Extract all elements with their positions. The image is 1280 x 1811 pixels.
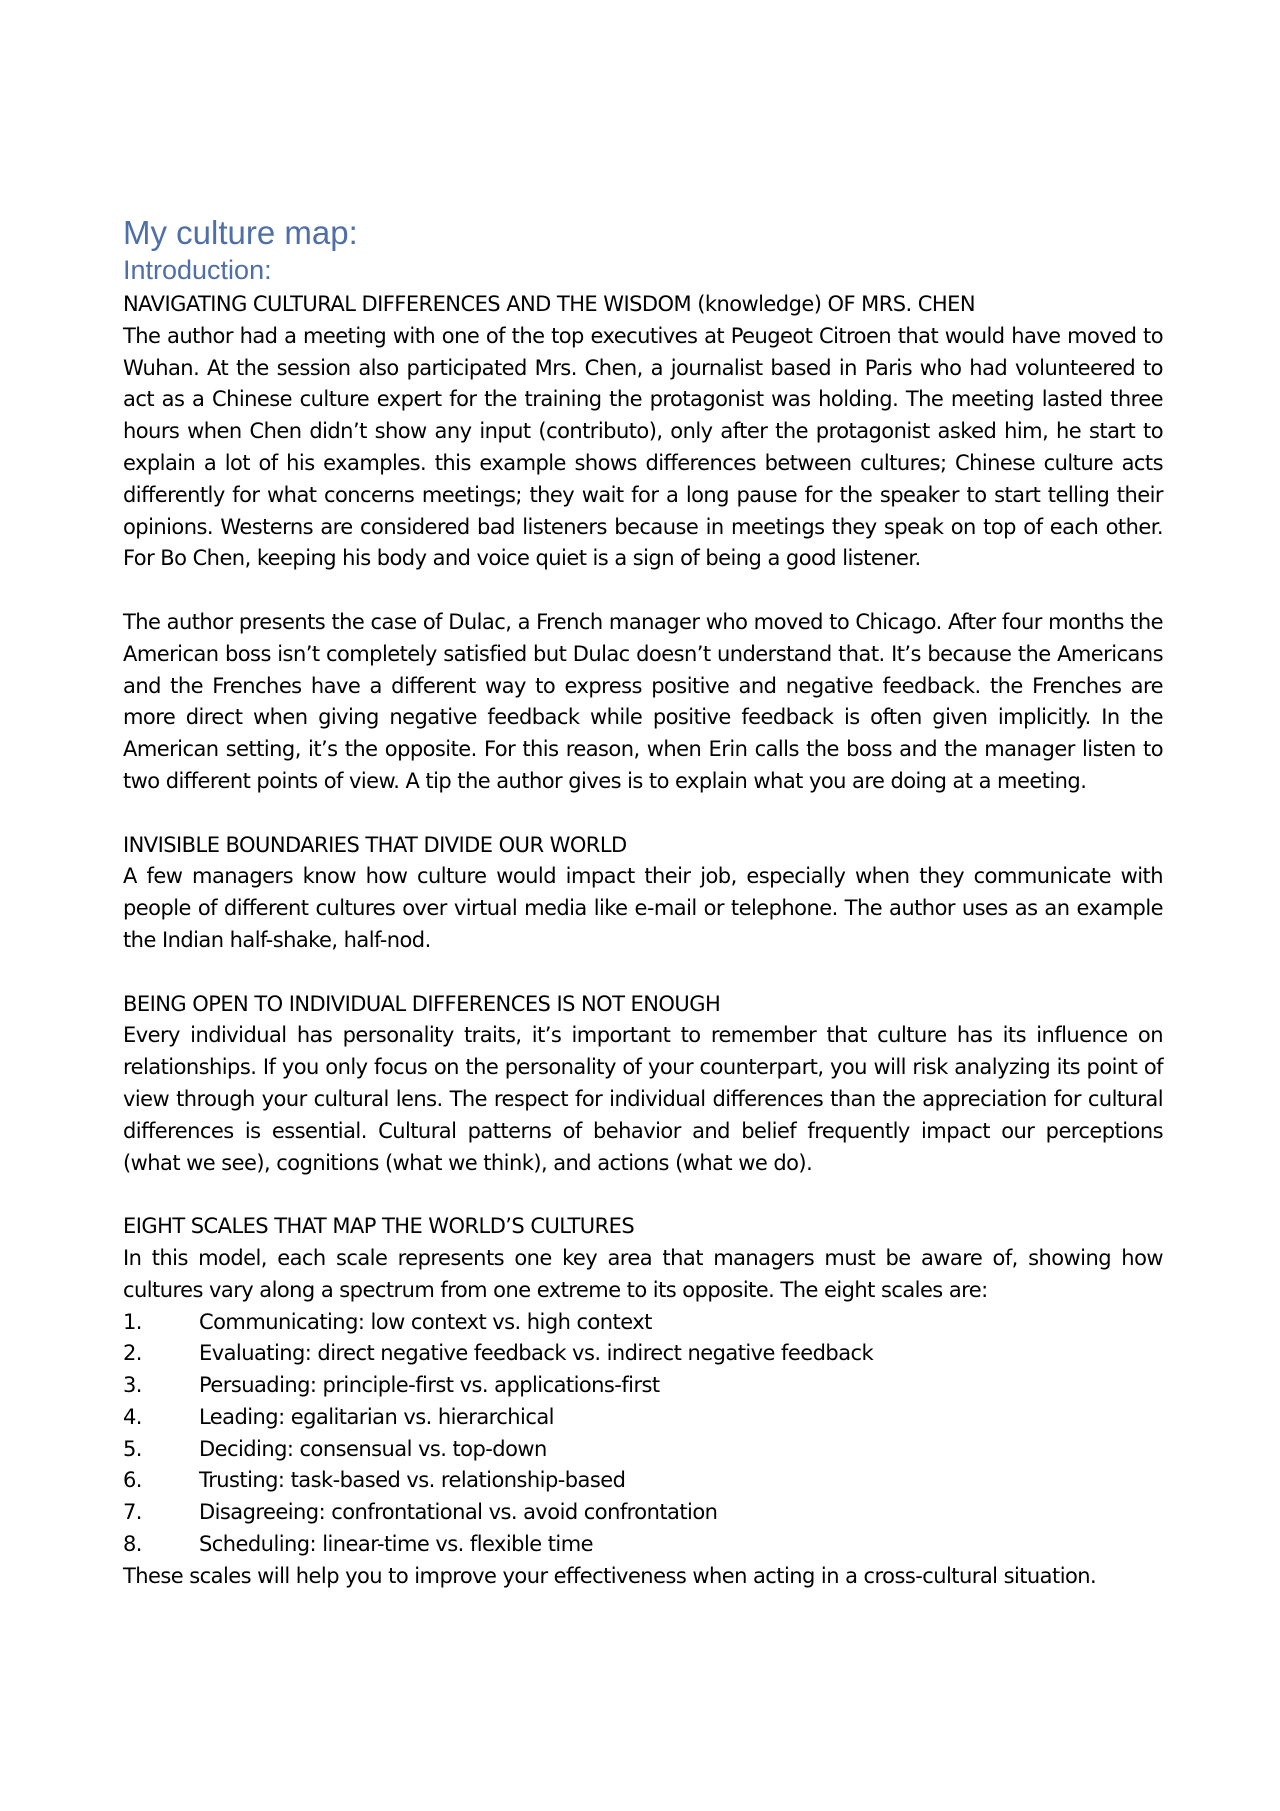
scales-list bbox=[123, 1307, 1163, 1561]
section-heading: BEING OPEN TO INDIVIDUAL DIFFERENCES IS NOT ENOUGH bbox=[123, 991, 721, 1016]
list-item bbox=[123, 1465, 1163, 1497]
list-number: 5. bbox=[123, 1436, 142, 1461]
list-item bbox=[123, 1307, 1163, 1339]
section-individual-differences bbox=[123, 989, 1163, 1180]
section-heading: EIGHT SCALES THAT MAP THE WORLD’S CULTURES bbox=[123, 1214, 635, 1239]
list-item bbox=[123, 1497, 1163, 1529]
section-eight-scales bbox=[123, 1211, 1163, 1593]
section-invisible-boundaries bbox=[123, 830, 1163, 957]
list-text: Deciding: consensual vs. top-down bbox=[199, 1436, 547, 1461]
list-text: Evaluating: direct negative feedback vs. indirect negative feedback bbox=[199, 1341, 874, 1366]
list-text: Persuading: principle-first vs. applications-first bbox=[199, 1373, 660, 1398]
list-text: Trusting: task-based vs. relationship-based bbox=[199, 1468, 626, 1493]
list-item bbox=[123, 1529, 1163, 1561]
list-text: Scheduling: linear-time vs. flexible time bbox=[199, 1532, 593, 1557]
list-text: Leading: egalitarian vs. hierarchical bbox=[199, 1404, 554, 1429]
paragraph: In this model, each scale represents one key area that managers must be aware of, showing how cultures vary along a spectrum from one extreme to its opposite. The eight scales are: bbox=[123, 1245, 1163, 1302]
list-item bbox=[123, 1370, 1163, 1402]
closing-paragraph: These scales will help you to improve your effectiveness when acting in a cross-cultural situation. bbox=[123, 1563, 1097, 1588]
paragraph: The author presents the case of Dulac, a French manager who moved to Chicago. After four months the American boss isn’t completely satisfied but Dulac doesn’t understand that. It’s because the Americans and the Frenches have a different way to express positive and negative feedback. the Frenches are more direct when giving negative feedback while positive feedback is often given implicitly. In the American setting, it’s the opposite. For this reason, when Erin calls the boss and the manager listen to two different points of view. A tip the author gives is to explain what you are doing at a meeting. bbox=[123, 609, 1163, 793]
page-subtitle: Introduction: bbox=[123, 255, 272, 285]
list-text: Communicating: low context vs. high context bbox=[199, 1309, 652, 1334]
paragraph: The author had a meeting with one of the top executives at Peugeot Citroen that would have moved to Wuhan. At the session also participated Mrs. Chen, a journalist based in Paris who had volunteered to act as a Chinese culture expert for the training the protagonist was holding. The meeting lasted three hours when Chen didn’t show any input (contributo), only after the protagonist asked him, he start to explain a lot of his examples. this example shows differences between cultures; Chinese culture acts differently for what concerns meetings; they wait for a long pause for the speaker to start telling their opinions. Westerns are considered bad listeners because in meetings they speak on top of each other. For Bo Chen, keeping his body and voice quiet is a sign of being a good listener. bbox=[123, 323, 1163, 571]
list-number: 6. bbox=[123, 1468, 142, 1493]
page-title: My culture map: bbox=[123, 214, 358, 251]
paragraph: A few managers know how culture would impact their job, especially when they communicate with people of different cultures over virtual media like e-mail or telephone. The author uses as an example the Indian half-shake, half-nod. bbox=[123, 864, 1163, 952]
list-number: 2. bbox=[123, 1341, 142, 1366]
list-number: 8. bbox=[123, 1532, 142, 1557]
section-heading: INVISIBLE BOUNDARIES THAT DIVIDE OUR WORLD bbox=[123, 832, 627, 857]
paragraph: Every individual has personality traits, it’s important to remember that culture has its influence on relationships. If you only focus on the personality of your counterpart, you will risk analyzing its point of view through your cultural lens. The respect for individual differences than the appreciation for cultural differences is essential. Cultural patterns of behavior and belief frequently impact our perceptions (what we see), cognitions (what we think), and actions (what we do). bbox=[123, 1023, 1163, 1175]
list-number: 4. bbox=[123, 1404, 142, 1429]
list-text: Disagreeing: confrontational vs. avoid confrontation bbox=[199, 1500, 718, 1525]
list-item bbox=[123, 1338, 1163, 1370]
list-item bbox=[123, 1402, 1163, 1434]
list-number: 7. bbox=[123, 1500, 142, 1525]
list-number: 1. bbox=[123, 1309, 142, 1334]
document-page bbox=[123, 213, 1163, 1593]
section-heading: NAVIGATING CULTURAL DIFFERENCES AND THE WISDOM (knowledge) OF MRS. CHEN bbox=[123, 292, 976, 316]
list-number: 3. bbox=[123, 1373, 142, 1398]
section-navigating bbox=[123, 289, 1163, 798]
list-item bbox=[123, 1434, 1163, 1466]
